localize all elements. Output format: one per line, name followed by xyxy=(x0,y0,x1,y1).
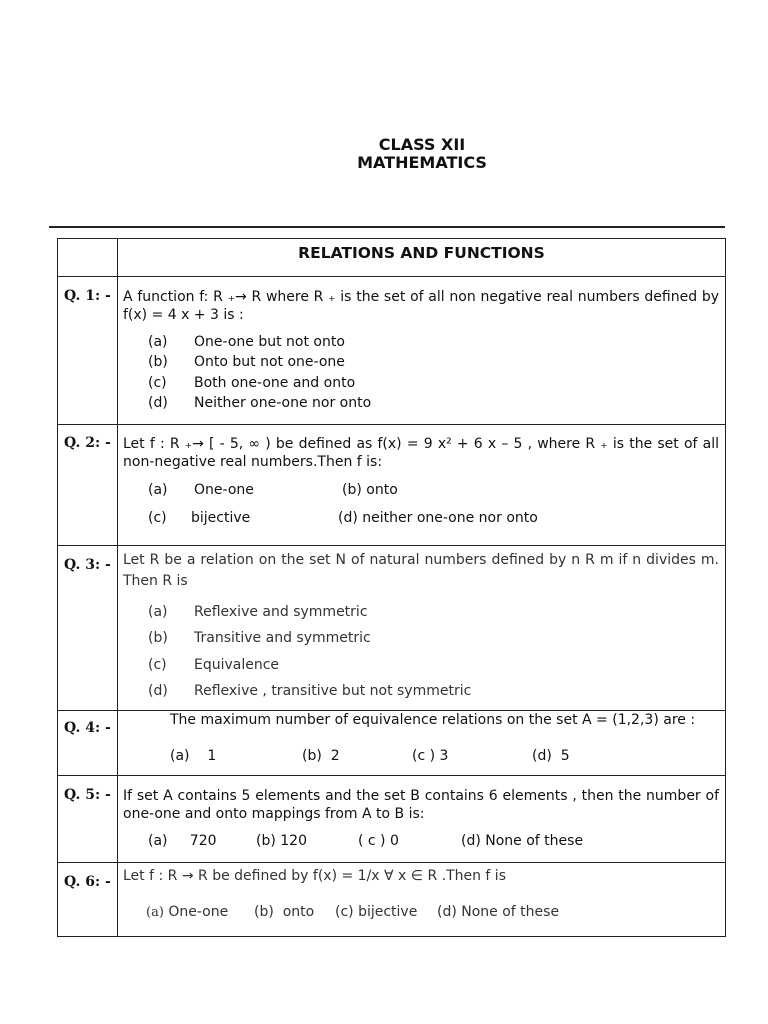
option-a: (a) One-one xyxy=(146,904,229,920)
option-b: (b) onto xyxy=(254,904,315,920)
question-table xyxy=(57,238,726,937)
option-d: (d) Reflexive , transitive but not symmetric xyxy=(148,683,472,699)
question-label: Q. 6: - xyxy=(64,874,111,890)
option-a: (a) Reflexive and symmetric xyxy=(148,604,368,620)
option-c: (c) bijective xyxy=(335,904,418,920)
option-c: (c) Both one-one and onto xyxy=(148,375,356,391)
question-row-6 xyxy=(58,863,725,937)
question-row-3 xyxy=(58,546,725,711)
document-heading xyxy=(0,136,768,172)
question-label: Q. 1: - xyxy=(64,288,111,304)
option-d: (d) neither one-one nor onto xyxy=(338,510,538,526)
question-text: Let f : R → R be defined by f(x) = 1/x ∀ x ∈ R .Then f is xyxy=(123,868,506,884)
subject-line: MATHEMATICS xyxy=(357,153,487,172)
question-text: The maximum number of equivalence relations on the set A = (1,2,3) are : xyxy=(170,712,696,728)
question-text: Let R be a relation on the set N of natural numbers defined by n R m if n divides m. Then R is xyxy=(123,552,719,589)
option-c: (c) bijective xyxy=(148,510,251,526)
option-d: (d) None of these xyxy=(437,904,560,920)
question-row-2 xyxy=(58,425,725,546)
option-b: (b) onto xyxy=(342,482,398,498)
option-a: (a) 1 xyxy=(170,748,217,764)
question-row-1 xyxy=(58,277,725,425)
option-a: (a) 720 xyxy=(148,833,217,849)
option-d: (d) 5 xyxy=(532,748,570,764)
option-c: ( c ) 0 xyxy=(358,833,399,849)
question-label: Q. 3: - xyxy=(64,557,111,573)
option-a: (a) One-one xyxy=(148,482,254,498)
option-d: (d) None of these xyxy=(461,833,584,849)
question-label: Q. 4: - xyxy=(64,720,111,736)
chapter-title-row xyxy=(58,239,725,277)
option-a: (a) One-one but not onto xyxy=(148,334,345,350)
question-label: Q. 5: - xyxy=(64,787,111,803)
chapter-title: RELATIONS AND FUNCTIONS xyxy=(298,244,545,262)
option-b: (b) Transitive and symmetric xyxy=(148,630,371,646)
option-c: (c) Equivalence xyxy=(148,657,280,673)
question-label: Q. 2: - xyxy=(64,435,111,451)
option-d: (d) Neither one-one nor onto xyxy=(148,395,372,411)
question-row-4 xyxy=(58,711,725,776)
option-b: (b) Onto but not one-one xyxy=(148,354,345,370)
class-line: CLASS XII xyxy=(378,135,466,154)
question-text: A function f: R ₊→ R where R ₊ is the set of all non negative real numbers defined by f(x) = 4 x + 3 is : xyxy=(123,289,719,323)
option-c: (c ) 3 xyxy=(412,748,449,764)
option-b: (b) 120 xyxy=(256,833,307,849)
header-rule xyxy=(49,226,725,228)
question-text: Let f : R ₊→ [ - 5, ∞ ) be defined as f(x) = 9 x² + 6 x – 5 , where R ₊ is the set of all non-negative real numbers.Then f is: xyxy=(123,436,719,470)
question-text: If set A contains 5 elements and the set B contains 6 elements , then the number of one-one and onto mappings from A to B is: xyxy=(123,788,719,822)
option-b: (b) 2 xyxy=(302,748,340,764)
question-row-5 xyxy=(58,776,725,863)
